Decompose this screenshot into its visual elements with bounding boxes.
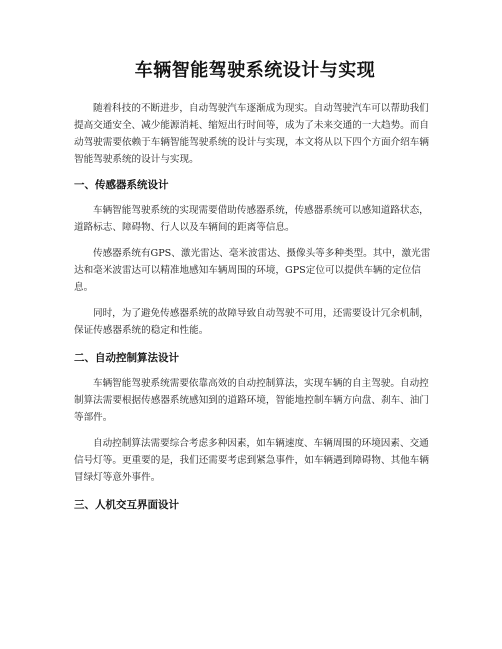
section-heading: 三、人机交互界面设计: [74, 499, 179, 511]
body-paragraph: 车辆智能驾驶系统的实现需要借助传感器系统，传感器系统可以感知道路状态，道路标志、障碍物、行人以及车辆间的距离等信息。: [74, 205, 429, 233]
body-paragraph: 传感器系统有GPS、激光雷达、毫米波雷达、摄像头等多种类型。其中，激光雷达和毫米波雷达可以精准地感知车辆周围的环境，GPS定位可以提供车辆的定位信息。: [74, 248, 431, 293]
section-heading: 二、自动控制算法设计: [74, 352, 179, 364]
intro-paragraph: 随着科技的不断进步，自动驾驶汽车逐渐成为现实。自动驾驶汽车可以帮助我们提高交通安全、减少能源消耗、缩短出行时间等，成为了未来交通的一大趋势。而自动驾驶需要依赖于车辆智能驾驶系统的设计与实现，本文将从以下四个方面介绍车辆智能驾驶系统的设计与实现。: [74, 103, 429, 165]
body-paragraph: 同时，为了避免传感器系统的故障导致自动驾驶不可用，还需要设计冗余机制，保证传感器系统的稳定和性能。: [74, 308, 429, 336]
section-hmi-design: [74, 497, 436, 513]
body-paragraph: 自动控制算法需要综合考虑多种因素，如车辆速度、车辆周围的环境因素、交通信号灯等。更重要的是，我们还需要考虑到紧急事件，如车辆遇到障碍物、其他车辆冒绿灯等意外事件。: [74, 438, 429, 483]
section-control-algorithm: [74, 350, 436, 486]
document-title: 车辆智能驾驶系统设计与实现: [134, 60, 376, 81]
section-sensor-system: [74, 177, 436, 339]
body-paragraph: 车辆智能驾驶系统需要依靠高效的自动控制算法，实现车辆的自主驾驶。自动控制算法需要根据传感器系统感知到的道路环境，智能地控制车辆方向盘、刹车、油门等部件。: [74, 378, 429, 423]
section-heading: 一、传感器系统设计: [74, 179, 169, 191]
